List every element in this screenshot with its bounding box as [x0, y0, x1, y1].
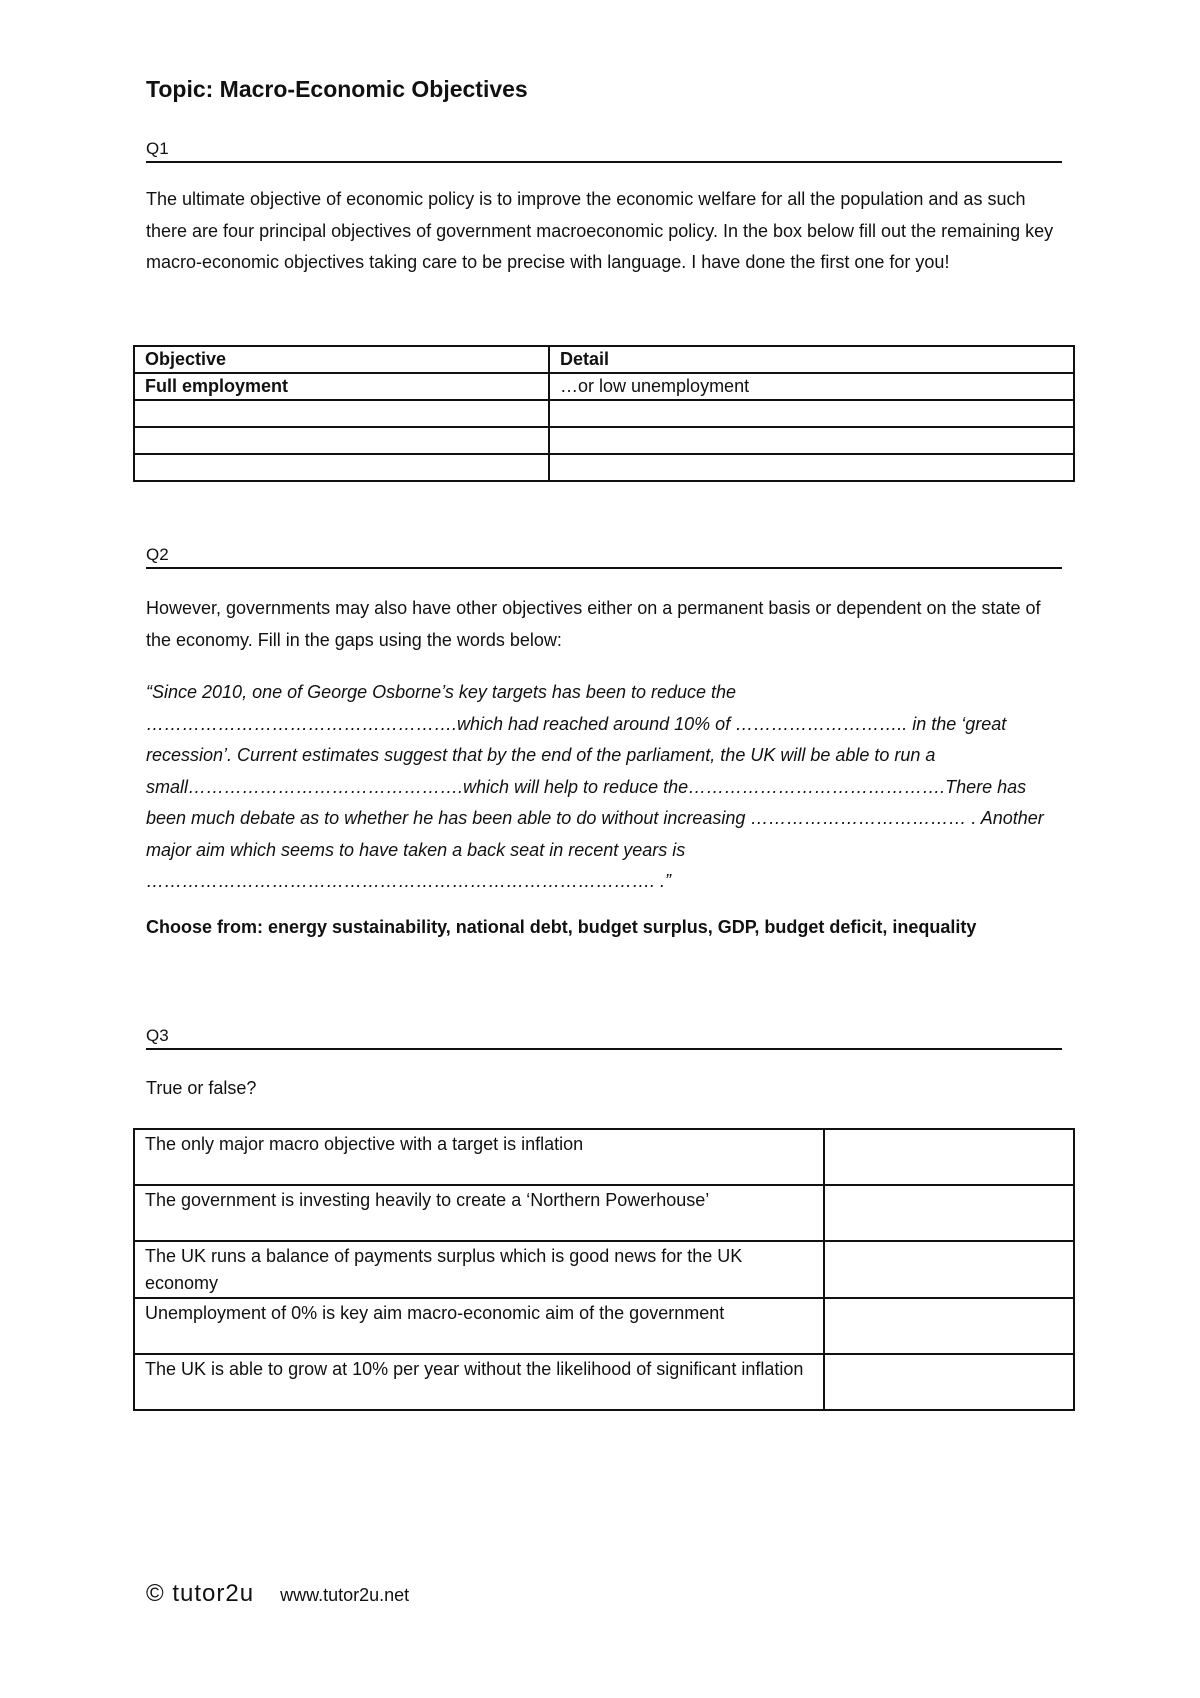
word-bank-label: Choose from:	[146, 917, 263, 937]
header-objective: Objective	[134, 346, 549, 373]
word-bank	[146, 917, 976, 938]
word-bank-words: energy sustainability, national debt, budget surplus, GDP, budget deficit, inequality	[268, 917, 977, 937]
statement-cell: The UK runs a balance of payments surplus which is good news for the UK economy	[134, 1241, 824, 1298]
table-row	[134, 427, 1074, 454]
page-title: Topic: Macro-Economic Objectives	[146, 76, 528, 102]
statement-cell: The only major macro objective with a target is inflation	[134, 1129, 824, 1185]
answer-cell[interactable]	[824, 1354, 1074, 1410]
answer-cell[interactable]	[824, 1129, 1074, 1185]
answer-cell[interactable]	[824, 1185, 1074, 1241]
objective-cell[interactable]	[134, 454, 549, 481]
statement-cell: The UK is able to grow at 10% per year without the likelihood of significant inflation	[134, 1354, 824, 1410]
answer-cell[interactable]	[824, 1241, 1074, 1298]
table-row	[134, 1298, 1074, 1354]
answer-cell[interactable]	[824, 1298, 1074, 1354]
objective-cell: Full employment	[134, 373, 549, 400]
q3-heading: Q3	[146, 1026, 1062, 1050]
q2-passage: “Since 2010, one of George Osborne’s key targets has been to reduce the …………………………………………….which had reached around 10% of ……………………….. in the ‘great recession’. Current estimates suggest that by the end of the parliament, the UK will be able to run a small……………………………………….which will help to reduce the…………………………………….There has been much debate as to whether he has been able to do without increasing ……………………………… . Another major aim which seems to have taken a back seat in recent years is …………………………………………………………………………. .”	[146, 682, 1044, 891]
detail-cell[interactable]	[549, 427, 1074, 454]
detail-cell[interactable]	[549, 400, 1074, 427]
table-header-row	[134, 346, 1074, 373]
q1-intro: The ultimate objective of economic policy is to improve the economic welfare for all the population and as such there are four principal objectives of government macroeconomic policy. In the box below fill out the remaining key macro-economic objectives taking care to be precise with language. I have done the first one for you!	[146, 189, 1054, 272]
table-row	[134, 1354, 1074, 1410]
table-row	[134, 1129, 1074, 1185]
objectives-table	[133, 345, 1075, 482]
detail-cell: …or low unemployment	[549, 373, 1074, 400]
website-link[interactable]: www.tutor2u.net	[280, 1585, 410, 1605]
tutor2u-logo: © tutor2u	[146, 1580, 255, 1607]
table-row	[134, 373, 1074, 400]
table-row	[134, 1241, 1074, 1298]
statement-cell: Unemployment of 0% is key aim macro-economic aim of the government	[134, 1298, 824, 1354]
table-row	[134, 454, 1074, 481]
q1-heading: Q1	[146, 139, 1062, 163]
true-false-table	[133, 1128, 1075, 1411]
objective-cell[interactable]	[134, 400, 549, 427]
q2-intro: However, governments may also have other objectives either on a permanent basis or dependent on the state of the economy. Fill in the gaps using the words below:	[146, 598, 1041, 650]
table-row	[134, 400, 1074, 427]
q3-prompt: True or false?	[146, 1078, 257, 1098]
detail-cell[interactable]	[549, 454, 1074, 481]
table-row	[134, 1185, 1074, 1241]
statement-cell: The government is investing heavily to create a ‘Northern Powerhouse’	[134, 1185, 824, 1241]
q2-heading: Q2	[146, 545, 1062, 569]
header-detail: Detail	[549, 346, 1074, 373]
objective-cell[interactable]	[134, 427, 549, 454]
footer	[146, 1580, 409, 1608]
